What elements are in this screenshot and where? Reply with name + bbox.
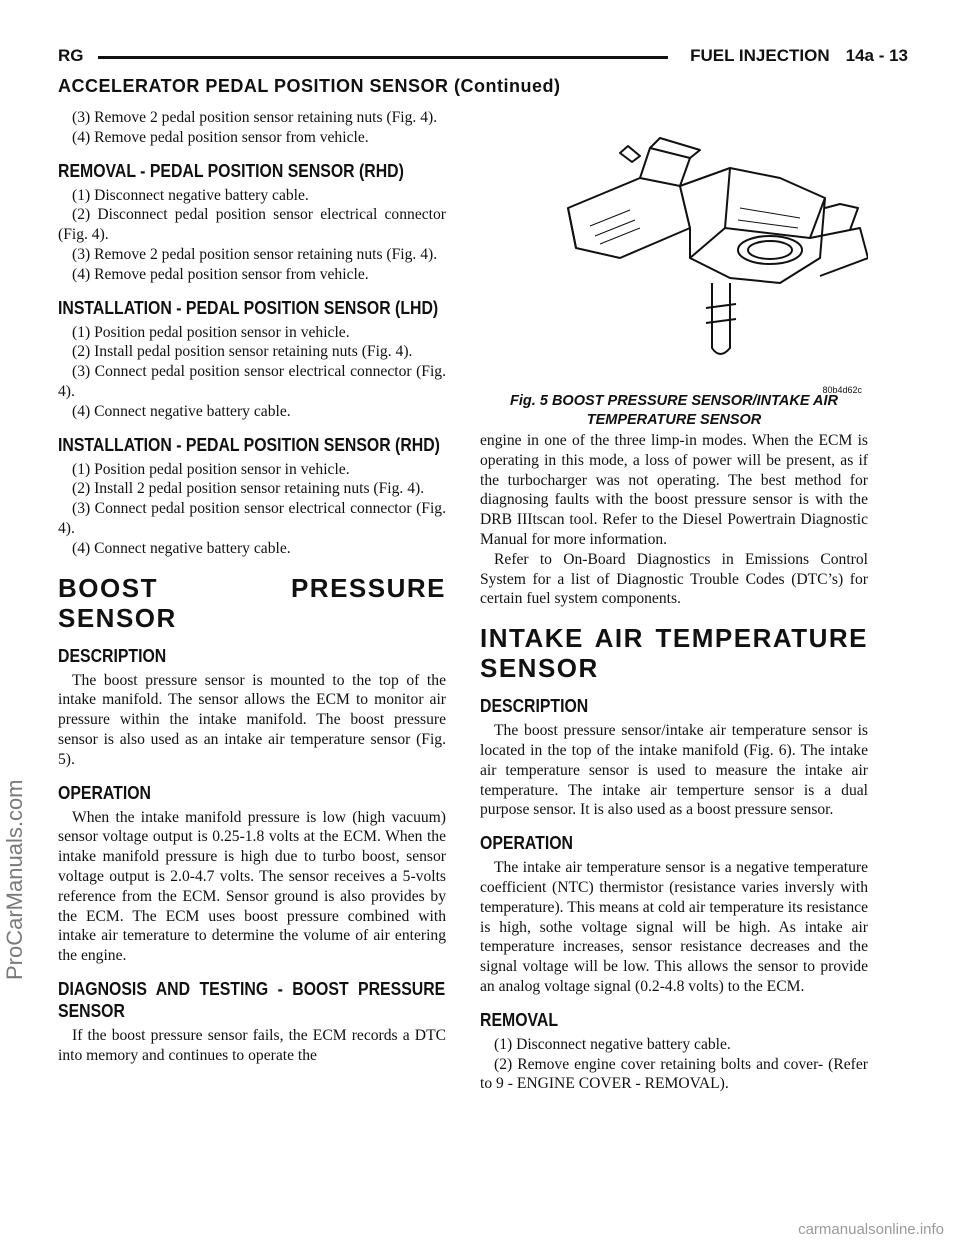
- intro-step: (3) Remove 2 pedal position sensor retaining nuts (Fig. 4).: [72, 109, 438, 126]
- iat-removal-step: (2) Remove engine cover retaining bolts and cover- (Refer to 9 - ENGINE COVER - REMOVAL).: [480, 1055, 868, 1093]
- install-lhd-step: (4) Connect negative battery cable.: [72, 402, 291, 420]
- iat-removal-step: (1) Disconnect negative battery cable.: [494, 1035, 731, 1053]
- header-rule: [98, 56, 668, 59]
- bottom-watermark: carmanualsonline.info: [798, 1221, 944, 1238]
- header-section: [690, 46, 908, 66]
- install-lhd-step: (3) Connect pedal position sensor electrical connector (Fig. 4).: [58, 363, 446, 400]
- boost-diagnosis-text: If the boost pressure sensor fails, the ECM records a DTC into memory and continues to operate the: [58, 1026, 446, 1064]
- manual-code: RG: [58, 46, 84, 65]
- boost-sensor-title: BOOST PRESSURE SENSOR: [58, 572, 446, 633]
- intro-step: (4) Remove pedal position sensor from vehicle.: [72, 128, 369, 146]
- install-rhd-step: (3) Connect pedal position sensor electrical connector (Fig. 4).: [58, 500, 446, 537]
- iat-operation-text: The intake air temperature sensor is a negative temperature coefficient (NTC) thermistor (resistance varies inversly with temperature). This means at cold air temperature its resistance is high, sothe voltage signal will be high. As intake air temperature increases, sensor resistance decreases and the signal voltage will be low. This allows the sensor to provide an analog voltage signal (0.2-4.8 volts) to the ECM.: [480, 859, 868, 995]
- figure-caption-line1: Fig. 5 BOOST PRESSURE SENSOR/INTAKE AIR: [510, 393, 838, 409]
- boost-description-heading: DESCRIPTION: [58, 645, 167, 666]
- removal-rhd-step: (4) Remove pedal position sensor from vehicle.: [72, 265, 369, 283]
- sensor-figure: [480, 108, 868, 393]
- install-rhd-heading: INSTALLATION - PEDAL POSITION SENSOR (RHD): [58, 434, 440, 455]
- section-name: FUEL INJECTION: [690, 46, 830, 65]
- install-lhd-heading: INSTALLATION - PEDAL POSITION SENSOR (LHD): [58, 297, 439, 318]
- removal-rhd-step: (3) Remove 2 pedal position sensor retaining nuts (Fig. 4).: [72, 245, 438, 263]
- continued-title: ACCELERATOR PEDAL POSITION SENSOR (Continued): [58, 76, 561, 96]
- iat-operation-heading: OPERATION: [480, 833, 573, 854]
- diagnosis-continued-text2: Refer to On-Board Diagnostics in Emissions Control System for a list of Diagnostic Trouble Codes (DTC’s) for certain fuel system components.: [480, 550, 868, 608]
- install-lhd-step: (1) Position pedal position sensor in vehicle.: [72, 323, 350, 341]
- page-number: 14a - 13: [845, 46, 908, 65]
- boost-description-text: The boost pressure sensor is mounted to the top of the intake manifold. The sensor allows the ECM to monitor air pressure within the intake manifold. The boost pressure sensor is also used as an intake air temperature sensor (Fig. 5).: [58, 671, 446, 768]
- boost-diagnosis-heading: DIAGNOSIS AND TESTING - BOOST PRESSURE SENSOR: [58, 978, 446, 1021]
- removal-rhd-step: (1) Disconnect negative battery cable.: [72, 186, 309, 204]
- page-header: [58, 46, 908, 72]
- side-watermark: ProCarManuals.com: [2, 779, 27, 980]
- install-rhd-step: (4) Connect negative battery cable.: [72, 539, 291, 557]
- right-column: [480, 108, 868, 1094]
- boost-sensor-illustration: [480, 108, 868, 393]
- iat-removal-heading: REMOVAL: [480, 1009, 559, 1030]
- removal-rhd-heading: REMOVAL - PEDAL POSITION SENSOR (RHD): [58, 160, 404, 181]
- diagnosis-continued-text: engine in one of the three limp-in modes. When the ECM is operating in this mode, a loss of power will be present, as if the turbocharger was not operating. The best method for diagnosing faults with the boost pressure sensor is with the DRB IIItscan tool. Refer to the Diesel Powertrain Diagnostic Manual for more information.: [480, 432, 868, 548]
- iat-description-heading: DESCRIPTION: [480, 696, 589, 717]
- boost-operation-text: When the intake manifold pressure is low (high vacuum) sensor voltage output is 0.25-1.8 volts at the ECM. When the intake manifold pressure is high due to turbo boost, sensor voltage output is 2.0-4.7 volts. The sensor receives a 5-volts reference from the ECM. Sensor ground is also provides by the ECM. The ECM uses boost pressure combined with intake air temerature to determine the volume of air entering the engine.: [58, 808, 446, 965]
- figure-caption-line2: TEMPERATURE SENSOR: [586, 412, 762, 428]
- figure-id: 80b4d62c: [822, 385, 862, 395]
- iat-description-text: The boost pressure sensor/intake air temperature sensor is located in the top of the intake manifold (Fig. 6). The intake air temperature sensor is used to measure the intake air temperature. The intake air temperture sensor is a dual purpose sensor. It is also used as a boost pressure sensor.: [480, 722, 868, 819]
- install-rhd-step: (2) Install 2 pedal position sensor retaining nuts (Fig. 4).: [72, 480, 425, 498]
- boost-operation-heading: OPERATION: [58, 782, 151, 803]
- removal-rhd-step: (2) Disconnect pedal position sensor electrical connector (Fig. 4).: [58, 206, 446, 244]
- left-column: [58, 108, 446, 1066]
- install-lhd-step: (2) Install pedal position sensor retaining nuts (Fig. 4).: [72, 343, 413, 361]
- iat-sensor-title: INTAKE AIR TEMPERATURE SENSOR: [480, 623, 868, 684]
- install-rhd-step: (1) Position pedal position sensor in vehicle.: [72, 460, 350, 478]
